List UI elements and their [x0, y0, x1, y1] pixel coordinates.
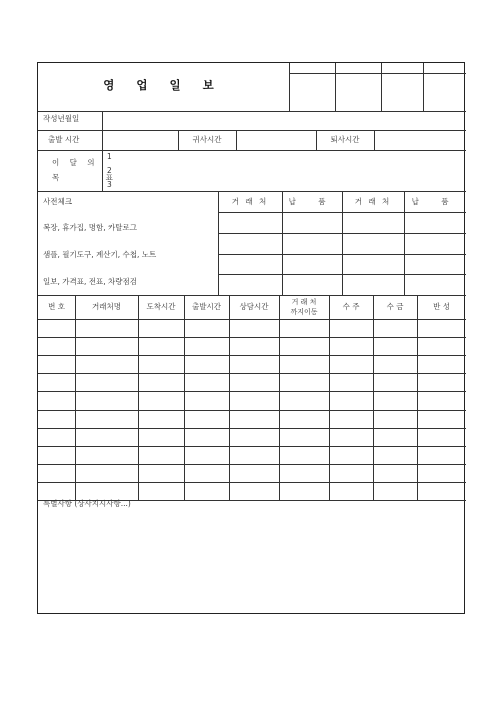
delivery-header-1: 납 품: [288, 197, 336, 206]
table-cell[interactable]: [229, 337, 279, 355]
table-cell[interactable]: [184, 482, 229, 500]
table-cell[interactable]: [417, 337, 466, 355]
table-cell[interactable]: [373, 391, 417, 409]
table-cell[interactable]: [279, 373, 329, 391]
table-cell[interactable]: [373, 355, 417, 373]
table-header-cell: 번 호: [48, 302, 65, 311]
departure-time-label: 출발 시간: [48, 135, 80, 144]
table-cell[interactable]: [184, 337, 229, 355]
client-header-2: 거 래 처: [354, 197, 392, 206]
table-cell[interactable]: [329, 410, 373, 428]
goal-label-line1: 이 달 의: [52, 158, 99, 167]
table-cell[interactable]: [138, 428, 184, 446]
delivery-header-2: 납 품: [411, 197, 459, 206]
table-cell[interactable]: [279, 410, 329, 428]
table-cell[interactable]: [329, 355, 373, 373]
table-cell[interactable]: [373, 446, 417, 464]
table-cell[interactable]: [75, 319, 138, 337]
table-cell[interactable]: [229, 482, 279, 500]
table-header-cell: 반 성: [433, 302, 450, 311]
table-cell[interactable]: [279, 391, 329, 409]
table-cell[interactable]: [75, 337, 138, 355]
table-header-cell: 수 금: [386, 302, 404, 311]
table-cell[interactable]: [417, 482, 466, 500]
table-cell[interactable]: [229, 410, 279, 428]
table-cell[interactable]: [184, 446, 229, 464]
table-cell[interactable]: [38, 355, 75, 373]
table-cell[interactable]: [75, 373, 138, 391]
table-cell[interactable]: [138, 464, 184, 482]
table-cell[interactable]: [138, 482, 184, 500]
table-cell[interactable]: [38, 428, 75, 446]
precheck-label: 사전체크: [43, 197, 72, 206]
table-cell[interactable]: [373, 428, 417, 446]
approval-header-line: [289, 73, 466, 74]
special-notes-label: 특별사항 (상사지시사항...): [43, 499, 131, 508]
precheck-item-1: 복장, 휴가집, 명함, 카탈로그: [43, 223, 137, 232]
approval-divider: [289, 63, 290, 111]
table-cell[interactable]: [184, 391, 229, 409]
table-cell[interactable]: [138, 337, 184, 355]
table-cell[interactable]: [138, 446, 184, 464]
table-cell[interactable]: [417, 355, 466, 373]
table-cell[interactable]: [417, 428, 466, 446]
table-cell[interactable]: [229, 446, 279, 464]
table-cell[interactable]: [184, 373, 229, 391]
table-cell[interactable]: [279, 464, 329, 482]
date-field[interactable]: [102, 111, 466, 130]
table-header-cell: 거 래 처 까지이동: [290, 298, 318, 316]
table-cell[interactable]: [373, 410, 417, 428]
table-cell[interactable]: [329, 373, 373, 391]
table-cell[interactable]: [417, 446, 466, 464]
table-cell[interactable]: [38, 446, 75, 464]
departure-time-field[interactable]: [102, 130, 178, 150]
table-cell[interactable]: [329, 319, 373, 337]
table-cell[interactable]: [329, 482, 373, 500]
table-cell[interactable]: [279, 355, 329, 373]
table-cell[interactable]: [138, 319, 184, 337]
table-cell[interactable]: [373, 319, 417, 337]
special-notes-field[interactable]: [40, 511, 464, 611]
table-cell[interactable]: [75, 446, 138, 464]
table-cell[interactable]: [138, 373, 184, 391]
table-cell[interactable]: [75, 464, 138, 482]
table-header-cell: 도착시간: [146, 302, 176, 311]
daily-sales-report-form: [37, 62, 465, 614]
table-cell[interactable]: [184, 319, 229, 337]
table-cell[interactable]: [184, 464, 229, 482]
return-time-label: 귀사시간: [192, 135, 222, 144]
table-cell[interactable]: [417, 464, 466, 482]
table-cell[interactable]: [329, 391, 373, 409]
table-cell[interactable]: [38, 319, 75, 337]
return-time-field[interactable]: [236, 130, 316, 150]
table-cell[interactable]: [38, 464, 75, 482]
table-cell[interactable]: [184, 355, 229, 373]
table-cell[interactable]: [75, 482, 138, 500]
table-cell[interactable]: [329, 428, 373, 446]
goal-number-3: 3: [107, 180, 112, 189]
table-cell[interactable]: [38, 337, 75, 355]
table-cell[interactable]: [229, 373, 279, 391]
table-cell[interactable]: [38, 373, 75, 391]
table-cell[interactable]: [417, 319, 466, 337]
table-cell[interactable]: [138, 410, 184, 428]
table-header-cell: 수 주: [342, 302, 360, 311]
table-cell[interactable]: [229, 428, 279, 446]
table-cell[interactable]: [38, 482, 75, 500]
precheck-item-3: 일보, 가격표, 전표, 차량점검: [43, 277, 137, 286]
date-label: 작성년월일: [43, 114, 80, 123]
form-title: 영 업 일 보: [103, 78, 223, 92]
table-cell[interactable]: [75, 355, 138, 373]
table-cell[interactable]: [138, 355, 184, 373]
table-cell[interactable]: [373, 482, 417, 500]
table-cell[interactable]: [373, 464, 417, 482]
client-header-1: 거 래 처: [231, 197, 269, 206]
precheck-item-2: 샘플, 필기도구, 계산기, 수첩, 노트: [43, 250, 157, 259]
table-cell[interactable]: [138, 391, 184, 409]
table-cell[interactable]: [279, 446, 329, 464]
table-header-cell: 상담시간: [239, 302, 269, 311]
table-cell[interactable]: [417, 373, 466, 391]
table-cell[interactable]: [184, 410, 229, 428]
table-cell[interactable]: [38, 410, 75, 428]
table-cell[interactable]: [229, 391, 279, 409]
table-cell[interactable]: [279, 319, 329, 337]
table-header-cell: 거래처명: [92, 302, 121, 311]
goal-field[interactable]: [114, 151, 464, 190]
goal-label-line2: 목 표: [52, 173, 135, 182]
goal-number-2: 2: [107, 166, 112, 175]
table-cell[interactable]: [373, 373, 417, 391]
table-cell[interactable]: [38, 391, 75, 409]
table-cell[interactable]: [229, 355, 279, 373]
table-cell[interactable]: [75, 428, 138, 446]
table-cell[interactable]: [329, 446, 373, 464]
table-header-cell: 출발시간: [192, 302, 221, 311]
table-cell[interactable]: [279, 337, 329, 355]
table-cell[interactable]: [417, 410, 466, 428]
table-cell[interactable]: [75, 391, 138, 409]
table-cell[interactable]: [373, 337, 417, 355]
table-cell[interactable]: [279, 428, 329, 446]
table-cell[interactable]: [75, 410, 138, 428]
goal-number-1: 1: [107, 152, 112, 161]
leave-time-label: 퇴사시간: [330, 135, 360, 144]
table-cell[interactable]: [329, 464, 373, 482]
table-cell[interactable]: [184, 428, 229, 446]
table-cell[interactable]: [279, 482, 329, 500]
leave-time-field[interactable]: [374, 130, 466, 150]
table-cell[interactable]: [229, 319, 279, 337]
table-cell[interactable]: [229, 464, 279, 482]
table-cell[interactable]: [329, 337, 373, 355]
table-cell[interactable]: [417, 391, 466, 409]
